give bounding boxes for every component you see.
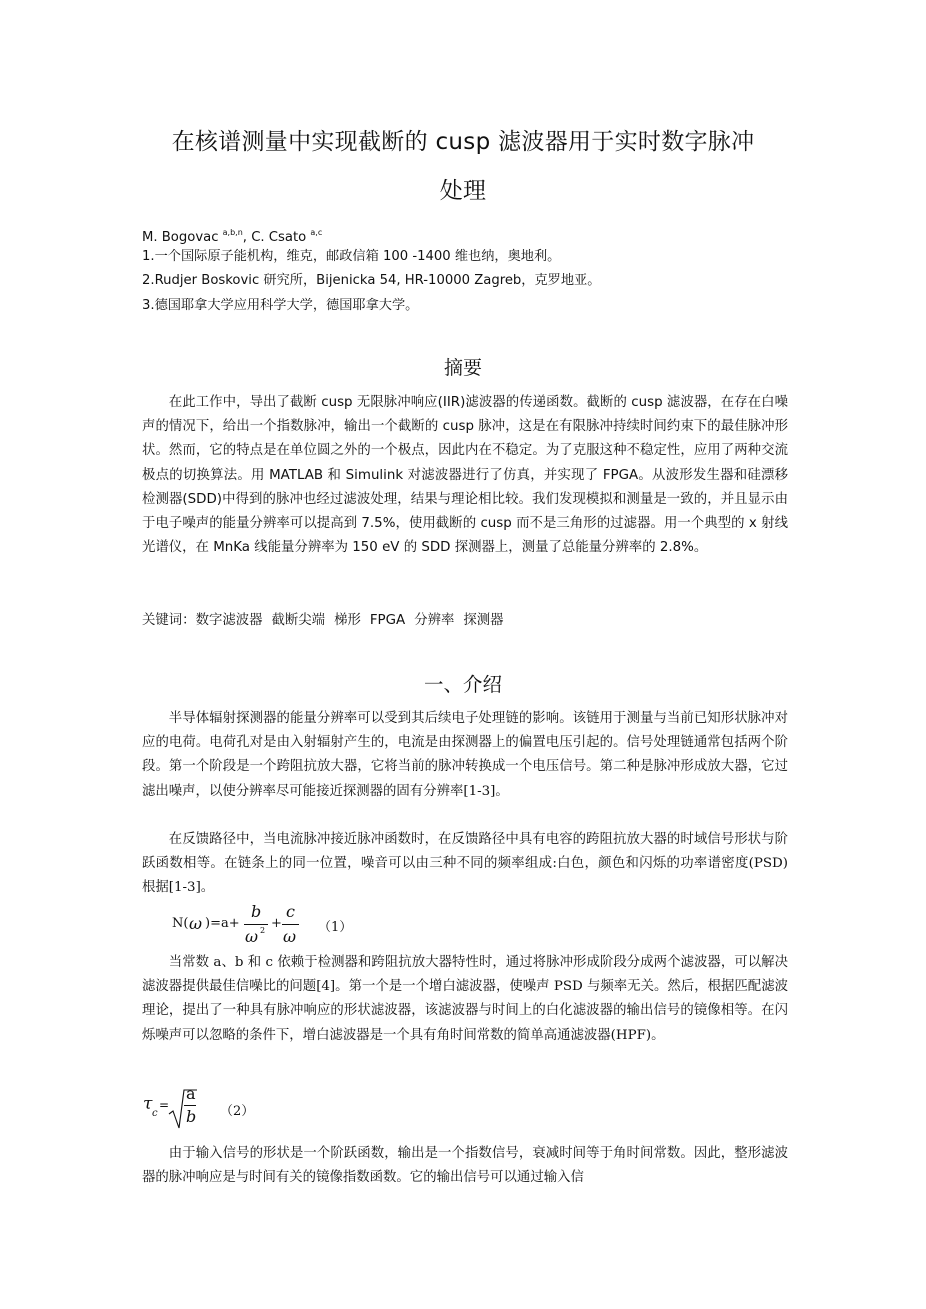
intro-paragraph-1: 半导体辐射探测器的能量分辨率可以受到其后续电子处理链的影响。该链用于测量与当前已知形状脉冲对应的电荷。电荷孔对是由入射辐射产生的，电流是由探测器上的偏置电压引起的。信号处理链通常包括两个阶段。第一个阶段是一个跨阻抗放大器，它将当前的脉冲转换成一个电压信号。第二种是脉冲形成放大器，它过滤出噪声，以使分辨率尽可能接近探测器的固有分辨率[1-3]。 [142, 711, 788, 799]
eq1-plus: + [271, 916, 282, 931]
eq1-den1-exp: 2 [260, 926, 266, 935]
keyword-item: 梯形 [334, 613, 361, 628]
intro-heading: 一、介绍 [423, 673, 502, 696]
author-sep: , [242, 230, 252, 245]
title-line-2: 处理 [439, 178, 487, 204]
author-1: M. Bogovac [142, 230, 219, 245]
eq1-fraction-bar-2 [282, 924, 299, 925]
abstract-heading: 摘要 [443, 357, 482, 379]
affiliation-3: 3.德国耶拿大学应用科学大学，德国耶拿大学。 [142, 298, 419, 313]
equation-2 [142, 1080, 282, 1132]
keyword-item: FPGA [369, 613, 406, 628]
keywords-label: 关键词： [142, 613, 196, 628]
eq2-den: b [186, 1107, 197, 1126]
abstract-text: 在此工作中，导出了截断 cusp 无限脉冲响应(IIR)滤波器的传递函数。截断的 cusp 滤波器，在存在白噪声的情况下，给出一个指数脉冲，输出一个截断的 cusp 脉冲，这是在有限脉冲持续时间约束下的最佳脉冲形状。然而，它的特点是在单位圆之外的一个极点，因此内在不稳定。为了克服这种不稳定性，应用了两种交流极点的切换算法。用 MATLAB 和 Simulink 对滤波器进行了仿真，并实现了 FPGA。从波形发生器和硅漂移检测器(SDD)中得到的脉冲也经过滤波处理，结果与理论相比较。我们发现模拟和测量是一致的，并且显示由于电子噪声的能量分辨率可以提高到 7.5%，使用截断的 cusp 而不是三角形的过滤器。用一个典型的 x 射线光谱仪，在 MnKa 线能量分辨率为 150 eV 的 SDD 探测器上，测量了总能量分辨率的 2.8%。 [142, 395, 788, 556]
eq1-lhs: N( [172, 916, 189, 931]
author-line [142, 224, 322, 247]
keyword-item: 分辨率 [414, 613, 455, 628]
eq1-den1: ω [245, 927, 259, 946]
author-1-affil: a,b,n [222, 228, 243, 237]
equation-1 [172, 902, 372, 950]
keyword-item: 探测器 [463, 613, 504, 628]
eq2-num: a [186, 1084, 196, 1103]
eq1-label: （1） [318, 920, 353, 935]
eq2-equals: = [159, 1098, 170, 1112]
eq1-rhs: )=a+ [205, 916, 240, 931]
affiliation-2: 2.Rudjer Boskovic 研究所，Bijenicka 54, HR-10000 Zagreb，克罗地亚。 [142, 273, 601, 288]
intro-paragraph-4: 由于输入信号的形状是一个阶跃函数，输出是一个指数信号，衰减时间等于角时间常数。因此，整形滤波器的脉冲响应是与时间有关的镜像指数函数。它的输出信号可以通过输入信 [142, 1146, 788, 1186]
eq1-num2: c [286, 902, 295, 921]
eq1-omega: ω [189, 914, 203, 933]
eq1-num1: b [251, 902, 262, 921]
author-2-affil: a,c [310, 228, 323, 237]
keyword-item: 截断尖端 [271, 613, 326, 628]
eq2-sub: c [152, 1108, 158, 1119]
keyword-item: 数字滤波器 [195, 613, 263, 628]
author-2: C. Csato [251, 230, 307, 245]
keywords [142, 611, 513, 631]
eq2-label: （2） [220, 1104, 255, 1119]
eq2-tau: τ [143, 1094, 153, 1114]
eq1-den2: ω [283, 927, 297, 946]
intro-paragraph-2: 在反馈路径中，当电流脉冲接近脉冲函数时，在反馈路径中具有电容的跨阻抗放大器的时域信号形状与阶跃函数相等。在链条上的同一位置，噪音可以由三种不同的频率组成:白色，颜色和闪烁的功率谱密度(PSD)根据[1-3]。 [142, 832, 788, 896]
eq2-fraction-bar [184, 1105, 196, 1106]
title-line-1: 在核谱测量中实现截断的 cusp 滤波器用于实时数字脉冲 [171, 129, 755, 155]
affiliation-1: 1.一个国际原子能机构，维克，邮政信箱 100 -1400 维也纳，奥地利。 [142, 249, 561, 264]
eq1-fraction-bar-1 [244, 924, 268, 925]
intro-paragraph-3: 当常数 a、b 和 c 依赖于检测器和跨阻抗放大器特性时，通过将脉冲形成阶段分成两个滤波器，可以解决滤波器提供最佳信噪比的问题[4]。第一个是一个增白滤波器，使噪声 PSD 与频率无关。然后，根据匹配滤波理论，提出了一种具有脉冲响应的形状滤波器，该滤波器与时间上的白化滤波器的输出信号的镜像相等。在闪烁噪声可以忽略的条件下，增白滤波器是一个具有角时间常数的简单高通滤波器(HPF)。 [142, 955, 788, 1043]
paper-title [150, 118, 776, 216]
